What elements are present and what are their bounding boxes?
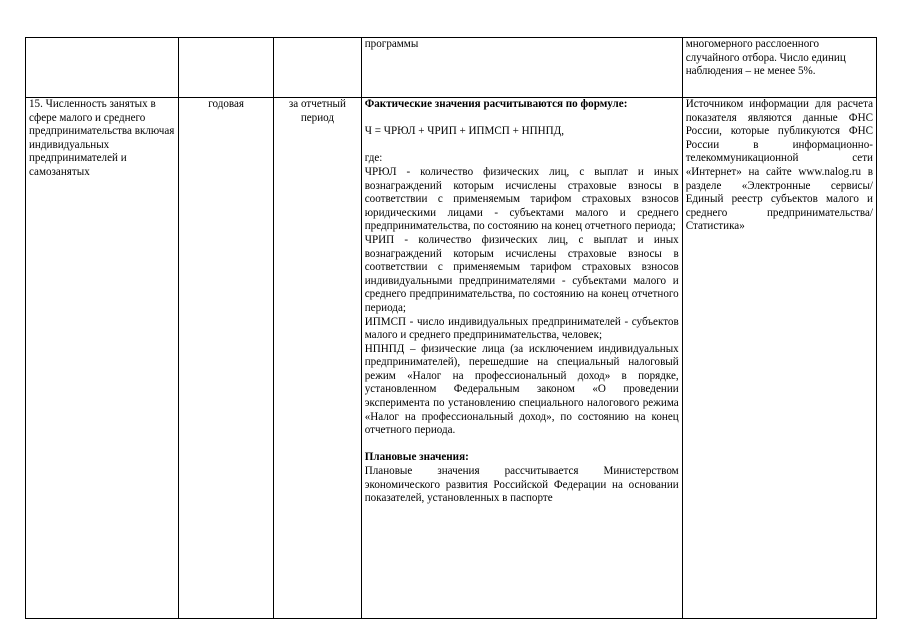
data-source: Источником информации для расчета показателя являются данные ФНС России, которые публикуются ФНС России в информационно-телекоммуникационной сети «Интернет» на сайте www.nalog.ru в разделе «Электронные сервисы/Единый реестр субъектов малого и среднего предпринимательства/ Статистика» — [682, 98, 876, 619]
term-chrip: ЧРИП - количество физических лиц, с выплат и иных вознаграждений которым исчислены страховые взносы в соответствии с применяемым тарифом страховых взносов индивидуальными предпринимателями - субъектами малого и среднего предпринимательства, по состоянию на конец отчетного периода; — [364, 233, 679, 314]
cell-empty — [274, 38, 362, 98]
cell-source-continued: многомерного расслоенного случайного отбора. Число единиц наблюдения – не менее 5%. — [682, 38, 876, 98]
planned-text: Плановые значения рассчитывается Министерством экономического развития Российской Федерации на основании показателей, установленных в паспорте — [364, 465, 679, 505]
periodicity: годовая — [179, 98, 274, 619]
reporting-period: за отчетный период — [274, 98, 362, 619]
formula: Ч = ЧРЮЛ + ЧРИП + ИПМСП + НПНПД, — [364, 125, 564, 138]
planned-heading: Плановые значения: — [364, 451, 469, 464]
cell-method-continued: программы — [361, 38, 682, 98]
cell-empty — [26, 38, 179, 98]
table-row — [26, 38, 877, 98]
table-row — [26, 98, 877, 619]
term-npnpd: НПНПД – физические лица (за исключением индивидуальных предпринимателей), перешедшие на специальный налоговый режим «Налог на профессиональный доход» в порядке, установленном Федеральным законом «О проведении эксперимента по установлению специального налогового режима «Налог на профессиональный доход», по состоянию на конец отчетного периода. — [364, 342, 679, 437]
cell-empty — [179, 38, 274, 98]
indicator-table — [25, 37, 877, 619]
method-heading: Фактические значения расчитываются по формуле: — [364, 98, 628, 110]
calculation-method — [361, 98, 682, 619]
where-label: где: — [364, 152, 383, 165]
term-chryul: ЧРЮЛ - количество физических лиц, с выплат и иных вознаграждений которым исчислены страховые взносы в соответствии с применяемым тарифом страховых взносов юридическими лицами - субъектами малого и среднего предпринимательства, по состоянию на конец отчетного периода; — [364, 165, 679, 233]
indicator-name: 15. Численность занятых в сфере малого и среднего предпринимательства включая индивидуальных предпринимателей и самозанятых — [26, 98, 179, 619]
term-ipmsp: ИПМСП - число индивидуальных предпринимателей - субъектов малого и среднего предпринимательства, человек; — [364, 315, 679, 342]
